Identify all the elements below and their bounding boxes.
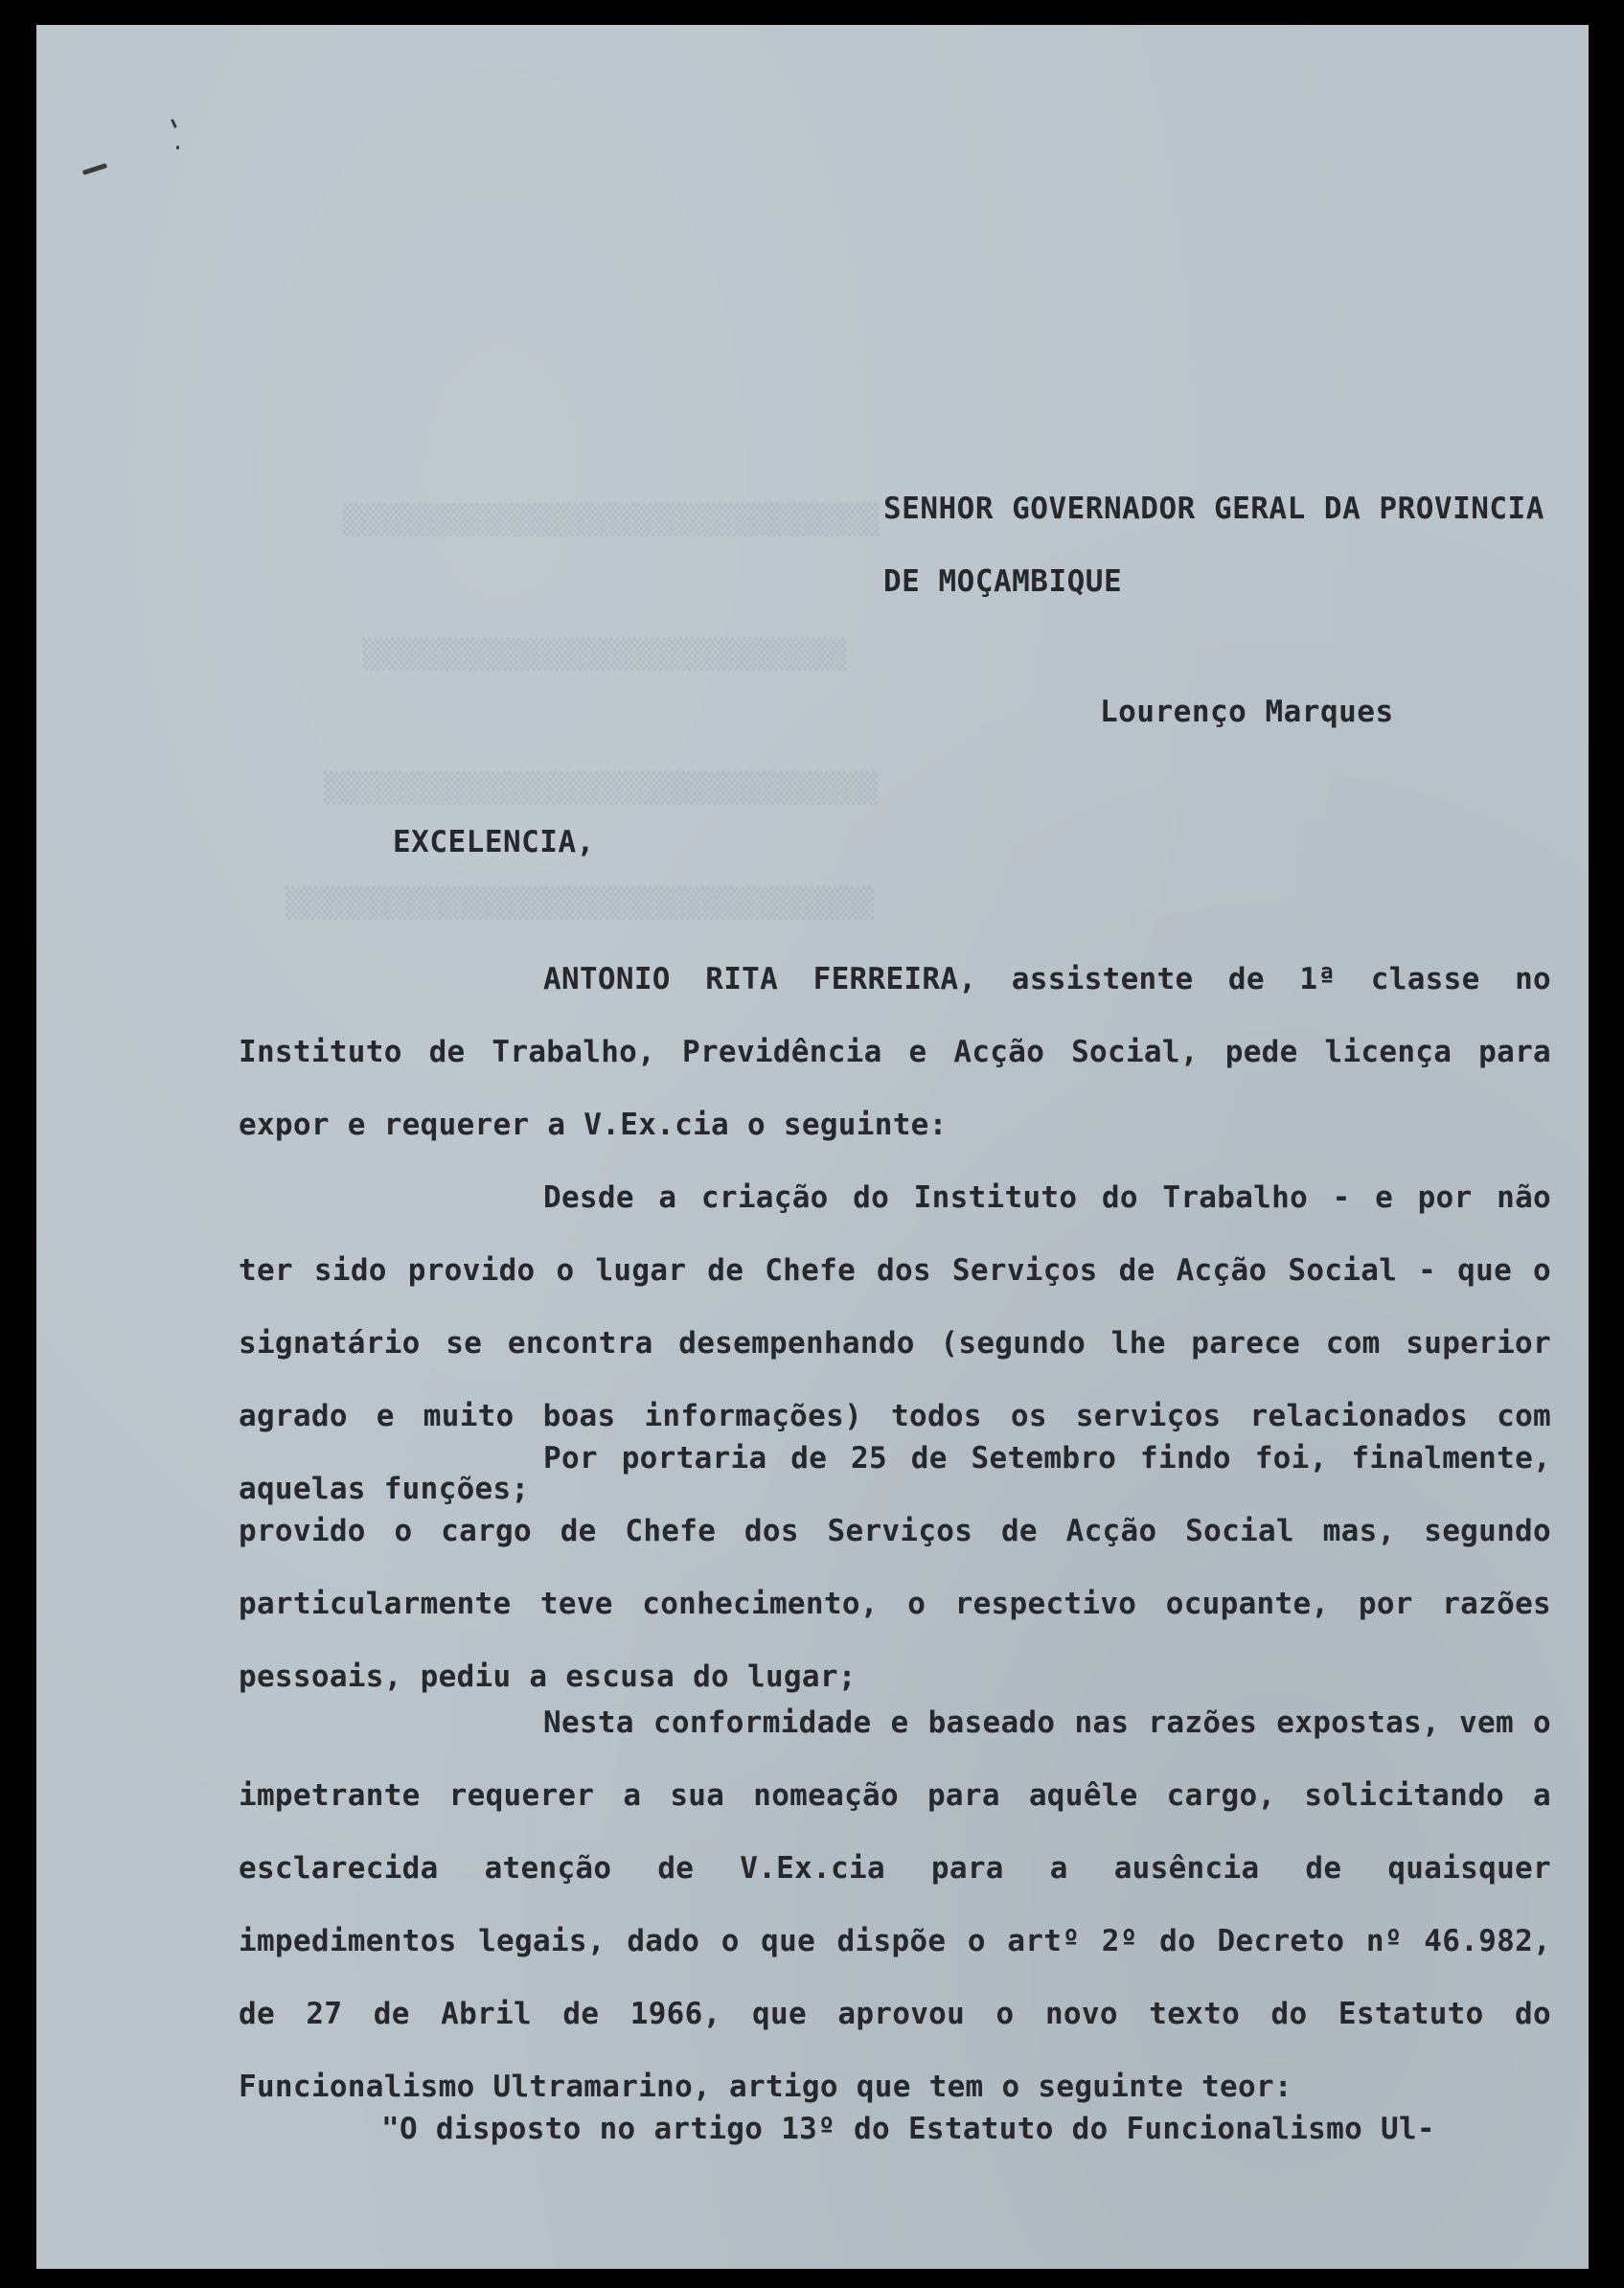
salutation: EXCELENCIA,	[393, 825, 595, 859]
document-page	[36, 25, 1589, 2269]
ink-stain	[171, 119, 177, 128]
body-paragraph-3	[239, 1422, 1551, 1713]
paragraph-text: Por portaria de 25 de Setembro findo foi, finalmente, provido o cargo de Chefe dos Serviços de Acção Social mas, segundo particularmente teve conhecimento, o respectivo ocupante, por razões pessoais, pediu a escusa do lugar;	[239, 1441, 1551, 1694]
body-paragraph-4	[239, 1686, 1551, 2123]
paragraph-text: Desde a criação do Instituto do Trabalho - e por não ter sido provido o lugar de Chefe dos Serviços de Acção Social - que o signatário se encontra desempenhando (segundo lhe parece com superior agrado e muito boas informações) todos os serviços relacionados com aquelas funções;	[239, 1180, 1551, 1506]
ink-stain	[176, 146, 179, 149]
paragraph-text: Nesta conformidade e baseado nas razões expostas, vem o impetrante requerer a sua nomeação para aquêle cargo, solicitando a esclarecida atenção de V.Ex.cia para a ausência de quaisquer impedimentos legais, dado o que dispõe o artº 2º do Decreto nº 46.982, de 27 de Abril de 1966, que aprovou o novo texto do Estatuto do Funcionalismo Ultramarino, artigo que tem o seguinte teor:	[239, 1705, 1551, 2104]
bleed-through-shadow: ▒▒▒▒▒▒▒▒▒▒▒▒▒▒▒▒▒▒▒▒▒▒▒▒▒▒▒▒▒▒▒▒▒▒	[286, 887, 875, 921]
body-paragraph-1	[239, 943, 1551, 1161]
addressee-line-1: SENHOR GOVERNADOR GERAL DA PROVINCIA	[883, 492, 1544, 526]
addressee-line-2: DE MOÇAMBIQUE	[883, 564, 1123, 599]
bleed-through-shadow: ▒▒▒▒▒▒▒▒▒▒▒▒▒▒▒▒▒▒▒▒▒▒▒▒▒▒▒▒	[362, 638, 847, 672]
bleed-through-shadow: ▒▒▒▒▒▒▒▒▒▒▒▒▒▒▒▒▒▒▒▒▒▒▒▒▒▒▒▒▒▒▒▒	[324, 772, 878, 806]
paragraph-text: "O disposto no artigo 13º do Estatuto do Funcionalismo Ul-	[381, 2112, 1435, 2146]
bleed-through-shadow: ▒▒▒▒▒▒▒▒▒▒▒▒▒▒▒▒▒▒▒▒▒▒▒▒▒▒▒▒▒▒▒	[343, 504, 880, 538]
paragraph-text: ANTONIO RITA FERREIRA, assistente de 1ª classe no Instituto de Trabalho, Previdência e Acção Social, pede licença para expor e requerer a V.Ex.cia o seguinte:	[239, 962, 1551, 1142]
body-paragraph-5	[381, 2093, 1560, 2165]
addressee-city: Lourenço Marques	[1100, 695, 1394, 729]
ink-stain	[82, 163, 107, 175]
